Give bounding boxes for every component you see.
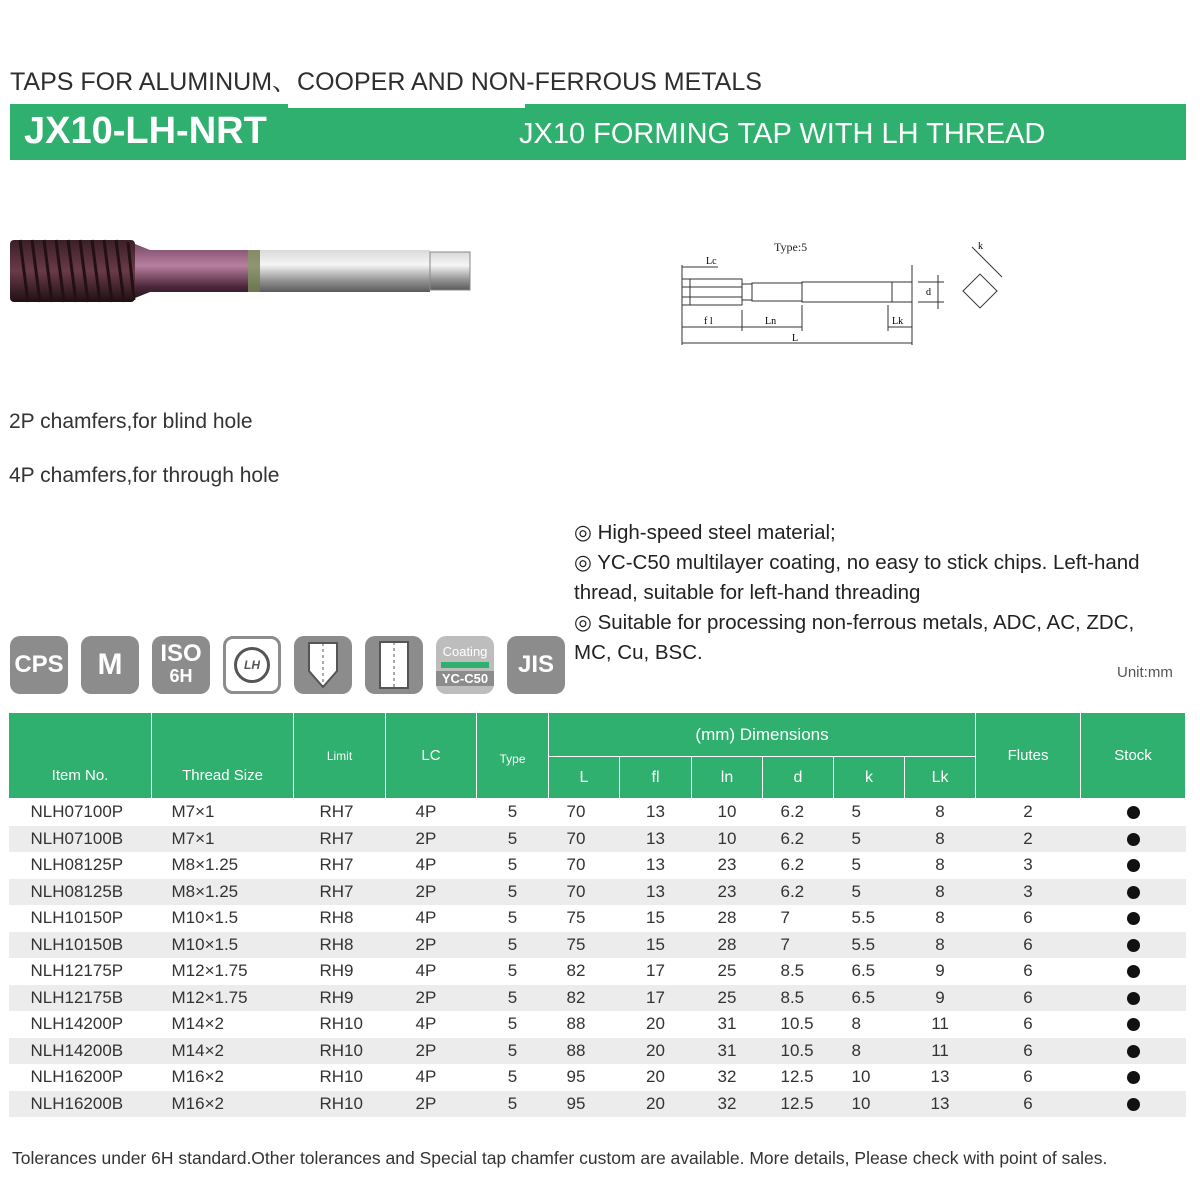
table-cell: 3 xyxy=(976,879,1081,906)
in-stock-dot-icon xyxy=(1127,886,1140,899)
iso-label: ISO xyxy=(160,640,202,667)
table-cell: RH8 xyxy=(294,932,386,959)
table-cell: 8 xyxy=(851,1014,861,1034)
in-stock-dot-icon xyxy=(1127,965,1140,978)
table-row xyxy=(9,905,1186,932)
table-cell: 13 xyxy=(905,1091,976,1118)
table-cell: NLH10150P xyxy=(30,908,124,928)
table-cell: 8.5 xyxy=(780,961,805,981)
table-cell: 5 xyxy=(477,879,549,906)
table-cell: 88 xyxy=(549,1038,620,1065)
table-cell: 25 xyxy=(717,961,737,981)
table-cell: 10.5 xyxy=(763,1038,834,1065)
table-cell: 6 xyxy=(1023,961,1033,981)
table-cell: 6 xyxy=(976,985,1081,1012)
table-row xyxy=(9,879,1186,906)
table-row xyxy=(9,852,1186,879)
table-cell: 2 xyxy=(976,826,1081,853)
table-cell: 5 xyxy=(477,932,549,959)
table-cell: 20 xyxy=(646,1014,665,1034)
table-cell: 6 xyxy=(976,932,1081,959)
stock-indicator xyxy=(1081,958,1186,985)
coating-label: Coating xyxy=(442,644,488,659)
col-dimensions: (mm) Dimensions xyxy=(549,713,976,757)
table-cell: 4P xyxy=(415,1067,437,1087)
banner-notch xyxy=(288,104,525,108)
drawing-label-ln: Ln xyxy=(765,316,777,327)
in-stock-dot-icon xyxy=(1127,992,1140,1005)
table-cell: RH7 xyxy=(294,879,386,906)
table-cell: RH10 xyxy=(294,1091,386,1118)
table-cell: 8 xyxy=(834,1038,905,1065)
table-cell: 6 xyxy=(976,1038,1081,1065)
drawing-label-d: d xyxy=(926,287,931,298)
table-cell: RH9 xyxy=(319,961,354,981)
table-cell: NLH14200P xyxy=(30,1014,124,1034)
table-cell: 5 xyxy=(507,855,518,875)
table-cell: 70 xyxy=(566,802,586,822)
table-cell: RH10 xyxy=(319,1014,363,1034)
table-cell: 5.5 xyxy=(851,908,876,928)
in-stock-dot-icon xyxy=(1127,912,1140,925)
table-cell: 28 xyxy=(692,932,763,959)
table-cell: 4P xyxy=(415,855,437,875)
product-title: JX10 FORMING TAP WITH LH THREAD xyxy=(519,118,1046,150)
table-cell: 5 xyxy=(834,826,905,853)
table-row xyxy=(9,826,1186,853)
in-stock-dot-icon xyxy=(1127,833,1140,846)
table-cell: M10×1.5 xyxy=(171,908,239,928)
stock-indicator xyxy=(1081,1091,1186,1118)
col-L: L xyxy=(549,757,620,799)
table-cell: 31 xyxy=(692,1038,763,1065)
table-cell: 10 xyxy=(717,802,737,822)
table-cell: 12.5 xyxy=(780,1067,814,1087)
stock-indicator xyxy=(1081,932,1186,959)
description-block xyxy=(574,518,1174,668)
coating-bar xyxy=(441,662,489,668)
table-row xyxy=(9,985,1186,1012)
table-cell: 4P xyxy=(415,1014,437,1034)
table-cell: 10 xyxy=(692,826,763,853)
table-cell: 8.5 xyxy=(763,985,834,1012)
table-cell: 6 xyxy=(1023,1014,1033,1034)
table-cell: 6.2 xyxy=(763,879,834,906)
table-cell: 13 xyxy=(930,1067,950,1087)
spec-table xyxy=(8,712,1186,1117)
table-cell: 5 xyxy=(851,802,861,822)
table-cell: 3 xyxy=(1023,855,1033,875)
table-cell: 5 xyxy=(851,855,861,875)
coating-sub-label: YC-C50 xyxy=(436,671,494,686)
table-cell: RH8 xyxy=(319,908,354,928)
table-cell: 82 xyxy=(566,961,586,981)
table-row xyxy=(9,799,1186,826)
table-cell: NLH08125B xyxy=(9,879,152,906)
table-cell: 70 xyxy=(549,879,620,906)
stock-indicator xyxy=(1081,799,1186,826)
table-cell: 13 xyxy=(646,802,665,822)
table-cell: RH10 xyxy=(294,1038,386,1065)
table-cell: 13 xyxy=(620,879,692,906)
table-cell: M8×1.25 xyxy=(152,879,294,906)
table-cell: 17 xyxy=(646,961,665,981)
in-stock-dot-icon xyxy=(1127,1071,1140,1084)
table-cell: 2P xyxy=(386,985,477,1012)
table-cell: 6.2 xyxy=(763,826,834,853)
table-cell: RH9 xyxy=(294,985,386,1012)
table-cell: 2 xyxy=(1023,802,1033,822)
table-cell: M16×2 xyxy=(171,1067,224,1087)
feature-2p: 2P chamfers,for blind hole xyxy=(9,410,253,433)
table-cell: 10.5 xyxy=(780,1014,814,1034)
table-cell: 88 xyxy=(566,1014,586,1034)
table-cell: 4P xyxy=(415,908,437,928)
jis-icon: JIS xyxy=(507,636,565,694)
table-cell: 75 xyxy=(549,932,620,959)
table-cell: 20 xyxy=(646,1067,665,1087)
drawing-label-lk: Lk xyxy=(892,316,904,327)
tap-technical-drawing xyxy=(660,235,1020,350)
table-cell: 2P xyxy=(386,1091,477,1118)
in-stock-dot-icon xyxy=(1127,806,1140,819)
table-cell: 6.2 xyxy=(780,802,805,822)
col-d: d xyxy=(763,757,834,799)
table-cell: 5 xyxy=(477,826,549,853)
col-type: Type xyxy=(477,713,549,799)
stock-indicator xyxy=(1081,879,1186,906)
table-cell: NLH12175P xyxy=(30,961,124,981)
table-cell: 5 xyxy=(477,1091,549,1118)
table-cell: 2P xyxy=(386,826,477,853)
metric-icon: M xyxy=(81,636,139,694)
table-cell: 17 xyxy=(620,985,692,1012)
iso-6h-icon xyxy=(152,636,210,694)
table-cell: 20 xyxy=(620,1038,692,1065)
col-fl: fl xyxy=(620,757,692,799)
stock-indicator xyxy=(1081,1038,1186,1065)
table-cell: 13 xyxy=(620,826,692,853)
table-cell: 10 xyxy=(834,1091,905,1118)
footer-note: Tolerances under 6H standard.Other tolerances and Special tap chamfer custom are available. More details, Please check with point of sales. xyxy=(12,1148,1108,1168)
table-cell: 5 xyxy=(507,1067,518,1087)
table-cell: M7×1 xyxy=(171,802,215,822)
description-line: ◎ Suitable for processing non-ferrous metals, ADC, AC, ZDC, MC, Cu, BSC. xyxy=(574,611,1135,664)
table-cell: 12.5 xyxy=(763,1091,834,1118)
col-flutes: Flutes xyxy=(976,713,1081,799)
table-cell: 5 xyxy=(477,1038,549,1065)
drawing-label-L: L xyxy=(792,333,799,344)
drawing-label-k: k xyxy=(978,241,983,252)
table-cell: M14×2 xyxy=(171,1014,224,1034)
table-cell: RH7 xyxy=(319,802,354,822)
drawing-label-fl: f l xyxy=(704,316,713,327)
stock-indicator xyxy=(1081,1011,1186,1038)
table-cell: NLH10150B xyxy=(9,932,152,959)
stock-indicator xyxy=(1081,905,1186,932)
table-cell: 5 xyxy=(834,879,905,906)
stock-indicator xyxy=(1081,826,1186,853)
in-stock-dot-icon xyxy=(1127,1018,1140,1031)
table-cell: 2P xyxy=(386,1038,477,1065)
spec-table-body xyxy=(9,799,1186,1118)
col-k: k xyxy=(834,757,905,799)
table-cell: NLH16200B xyxy=(9,1091,152,1118)
col-lc: LC xyxy=(386,713,477,799)
table-cell: 8 xyxy=(905,826,976,853)
unit-label: Unit:mm xyxy=(1117,664,1173,681)
through-hole-icon xyxy=(365,636,423,694)
table-cell: 5 xyxy=(507,961,518,981)
table-cell: 5.5 xyxy=(834,932,905,959)
table-cell: 20 xyxy=(620,1091,692,1118)
table-cell: NLH16200P xyxy=(30,1067,124,1087)
table-cell: 23 xyxy=(692,879,763,906)
table-cell: 8 xyxy=(935,855,945,875)
table-cell: M14×2 xyxy=(152,1038,294,1065)
table-cell: 10 xyxy=(851,1067,871,1087)
table-cell: 9 xyxy=(935,961,945,981)
blind-hole-icon xyxy=(294,636,352,694)
table-cell: 9 xyxy=(905,985,976,1012)
table-cell: M12×1.75 xyxy=(171,961,248,981)
table-cell: 8 xyxy=(905,932,976,959)
table-cell: RH7 xyxy=(294,826,386,853)
col-item-no: Item No. xyxy=(9,713,152,799)
table-cell: 11 xyxy=(905,1038,976,1065)
table-cell: 32 xyxy=(692,1091,763,1118)
col-lk: Lk xyxy=(905,757,976,799)
table-cell: NLH07100B xyxy=(9,826,152,853)
category-title: TAPS FOR ALUMINUM、COOPER AND NON-FERROUS METALS xyxy=(10,68,762,96)
col-thread-size: Thread Size xyxy=(152,713,294,799)
table-cell: 95 xyxy=(549,1091,620,1118)
in-stock-dot-icon xyxy=(1127,939,1140,952)
product-code: JX10-LH-NRT xyxy=(24,110,267,152)
table-cell: 95 xyxy=(566,1067,586,1087)
lh-label: LH xyxy=(234,647,270,683)
table-cell: 82 xyxy=(549,985,620,1012)
table-cell: NLH07100P xyxy=(30,802,124,822)
col-stock: Stock xyxy=(1081,713,1186,799)
table-cell: RH7 xyxy=(319,855,354,875)
table-cell: 8 xyxy=(935,908,945,928)
feature-icons xyxy=(10,636,565,694)
table-cell: M12×1.75 xyxy=(152,985,294,1012)
lh-thread-icon xyxy=(223,636,281,694)
iso-sub-label: 6H xyxy=(169,666,193,686)
table-cell: 6 xyxy=(1023,908,1033,928)
table-cell: NLH14200B xyxy=(9,1038,152,1065)
product-banner xyxy=(10,104,1186,160)
table-cell: 23 xyxy=(717,855,737,875)
table-cell: NLH08125P xyxy=(30,855,124,875)
table-cell: 7 xyxy=(763,932,834,959)
table-cell: 11 xyxy=(931,1014,949,1034)
in-stock-dot-icon xyxy=(1127,859,1140,872)
table-cell: M10×1.5 xyxy=(152,932,294,959)
table-cell: M8×1.25 xyxy=(171,855,239,875)
col-limit: Limit xyxy=(294,713,386,799)
coating-icon xyxy=(436,636,494,694)
table-cell: 6.5 xyxy=(834,985,905,1012)
in-stock-dot-icon xyxy=(1127,1098,1140,1111)
table-cell: 8 xyxy=(905,879,976,906)
table-cell: 5 xyxy=(507,802,518,822)
description-line: ◎ High-speed steel material; xyxy=(574,521,836,544)
stock-indicator xyxy=(1081,852,1186,879)
table-cell: 15 xyxy=(646,908,665,928)
drawing-type-label: Type:5 xyxy=(774,240,808,254)
table-cell: 8 xyxy=(935,802,945,822)
table-cell: 15 xyxy=(620,932,692,959)
table-cell: 70 xyxy=(549,826,620,853)
table-row xyxy=(9,1064,1186,1091)
table-row xyxy=(9,958,1186,985)
table-cell: 28 xyxy=(717,908,737,928)
table-cell: 31 xyxy=(717,1014,737,1034)
description-line: ◎ YC-C50 multilayer coating, no easy to stick chips. Left-hand thread, suitable for left-hand threading xyxy=(574,551,1140,604)
drawing-label-lc: Lc xyxy=(706,256,717,267)
table-cell: 4P xyxy=(415,961,437,981)
table-cell: 75 xyxy=(566,908,586,928)
table-cell: 6 xyxy=(1023,1067,1033,1087)
table-cell: 2P xyxy=(386,932,477,959)
stock-indicator xyxy=(1081,985,1186,1012)
table-cell: 5 xyxy=(477,985,549,1012)
table-cell: RH10 xyxy=(319,1067,363,1087)
table-row xyxy=(9,932,1186,959)
in-stock-dot-icon xyxy=(1127,1045,1140,1058)
table-cell: NLH12175B xyxy=(9,985,152,1012)
cps-icon: CPS xyxy=(10,636,68,694)
table-cell: 6.2 xyxy=(780,855,805,875)
table-cell: 32 xyxy=(717,1067,737,1087)
table-cell: 5 xyxy=(507,908,518,928)
table-cell: 25 xyxy=(692,985,763,1012)
table-cell: 7 xyxy=(780,908,790,928)
table-cell: 70 xyxy=(566,855,586,875)
table-cell: 6.5 xyxy=(851,961,876,981)
table-cell: 13 xyxy=(646,855,665,875)
table-row xyxy=(9,1038,1186,1065)
table-cell: 6 xyxy=(976,1091,1081,1118)
feature-4p: 4P chamfers,for through hole xyxy=(9,464,280,487)
table-cell: M16×2 xyxy=(152,1091,294,1118)
table-row xyxy=(9,1011,1186,1038)
table-cell: 4P xyxy=(415,802,437,822)
col-ln: ln xyxy=(692,757,763,799)
stock-indicator xyxy=(1081,1064,1186,1091)
tap-product-image xyxy=(10,232,480,312)
table-row xyxy=(9,1091,1186,1118)
table-cell: 2P xyxy=(386,879,477,906)
table-cell: 5 xyxy=(507,1014,518,1034)
table-cell: M7×1 xyxy=(152,826,294,853)
